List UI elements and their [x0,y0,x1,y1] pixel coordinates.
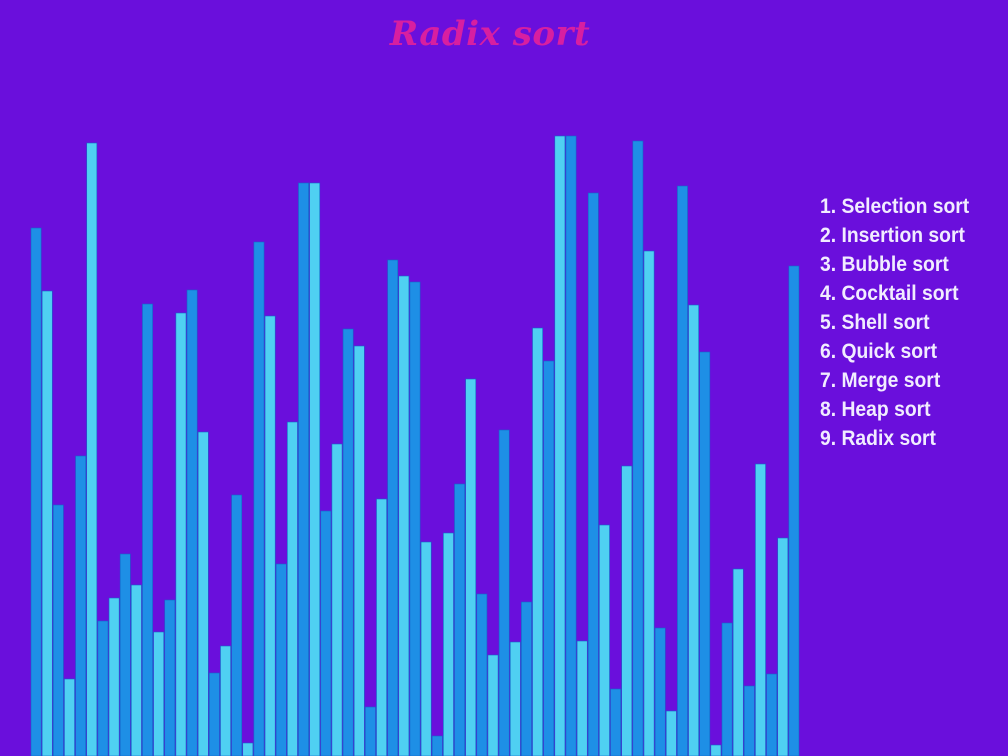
bar-43 [499,430,509,756]
bar-6 [87,143,97,756]
menu-item-bubble-sort[interactable]: 3. Bubble sort [820,253,949,276]
bar-65 [744,686,754,756]
bar-16 [198,432,208,756]
bar-66 [755,464,765,756]
bar-57 [655,628,665,756]
bar-55 [633,141,643,756]
bar-25 [298,183,308,756]
bar-17 [209,673,219,756]
bar-63 [722,623,732,756]
bar-44 [510,642,520,756]
bar-58 [666,711,676,756]
menu-item-shell-sort[interactable]: 5. Shell sort [820,311,930,334]
bar-54 [622,466,632,756]
bar-29 [343,329,353,756]
bar-7 [98,621,108,756]
bar-22 [265,316,275,756]
menu-item-selection-sort[interactable]: 1. Selection sort [820,195,970,218]
bar-31 [365,707,375,756]
bar-49 [566,136,576,756]
bar-68 [778,538,788,756]
bar-19 [232,495,242,756]
bar-2 [42,291,52,756]
bar-69 [789,266,799,756]
bar-20 [243,743,253,756]
bar-24 [287,422,297,756]
bar-5 [76,456,86,756]
bar-30 [354,346,364,756]
menu-item-cocktail-sort[interactable]: 4. Cocktail sort [820,282,959,305]
bar-26 [310,183,320,756]
bar-35 [410,282,420,756]
bar-62 [711,745,721,756]
bar-46 [533,328,543,756]
menu-item-radix-sort[interactable]: 9. Radix sort [820,427,936,450]
menu-item-heap-sort[interactable]: 8. Heap sort [820,398,931,421]
bar-18 [220,646,230,756]
bar-59 [677,186,687,756]
bar-36 [421,542,431,756]
bar-41 [477,594,487,756]
bar-33 [388,260,398,756]
sort-algorithm-menu [820,192,982,453]
menu-item-merge-sort[interactable]: 7. Merge sort [820,369,941,392]
bar-61 [700,352,710,756]
bar-32 [376,499,386,756]
bar-67 [767,674,777,756]
bar-28 [332,444,342,756]
bar-47 [544,361,554,756]
bar-12 [154,632,164,756]
bar-23 [276,564,286,756]
bar-10 [131,585,141,756]
bar-48 [555,136,565,756]
bar-42 [488,655,498,756]
chart-title: Radix sort [389,14,591,54]
bar-56 [644,251,654,756]
bar-52 [599,525,609,756]
bar-11 [142,304,152,756]
bar-9 [120,554,130,756]
bar-50 [577,641,587,756]
bar-64 [733,569,743,756]
bar-39 [455,484,465,756]
bar-60 [689,305,699,756]
bar-13 [165,600,175,756]
bar-8 [109,598,119,756]
bar-38 [443,533,453,756]
bar-15 [187,290,197,756]
bar-45 [521,602,531,756]
bar-53 [611,689,621,756]
bar-34 [399,276,409,756]
bar-51 [588,193,598,756]
bar-1 [31,228,41,756]
menu-item-insertion-sort[interactable]: 2. Insertion sort [820,224,965,247]
bar-37 [432,736,442,756]
menu-item-quick-sort[interactable]: 6. Quick sort [820,340,938,363]
bar-3 [53,505,63,756]
bar-40 [466,379,476,756]
bar-4 [64,679,74,756]
bar-14 [176,313,186,756]
bar-27 [321,511,331,756]
bar-21 [254,242,264,756]
